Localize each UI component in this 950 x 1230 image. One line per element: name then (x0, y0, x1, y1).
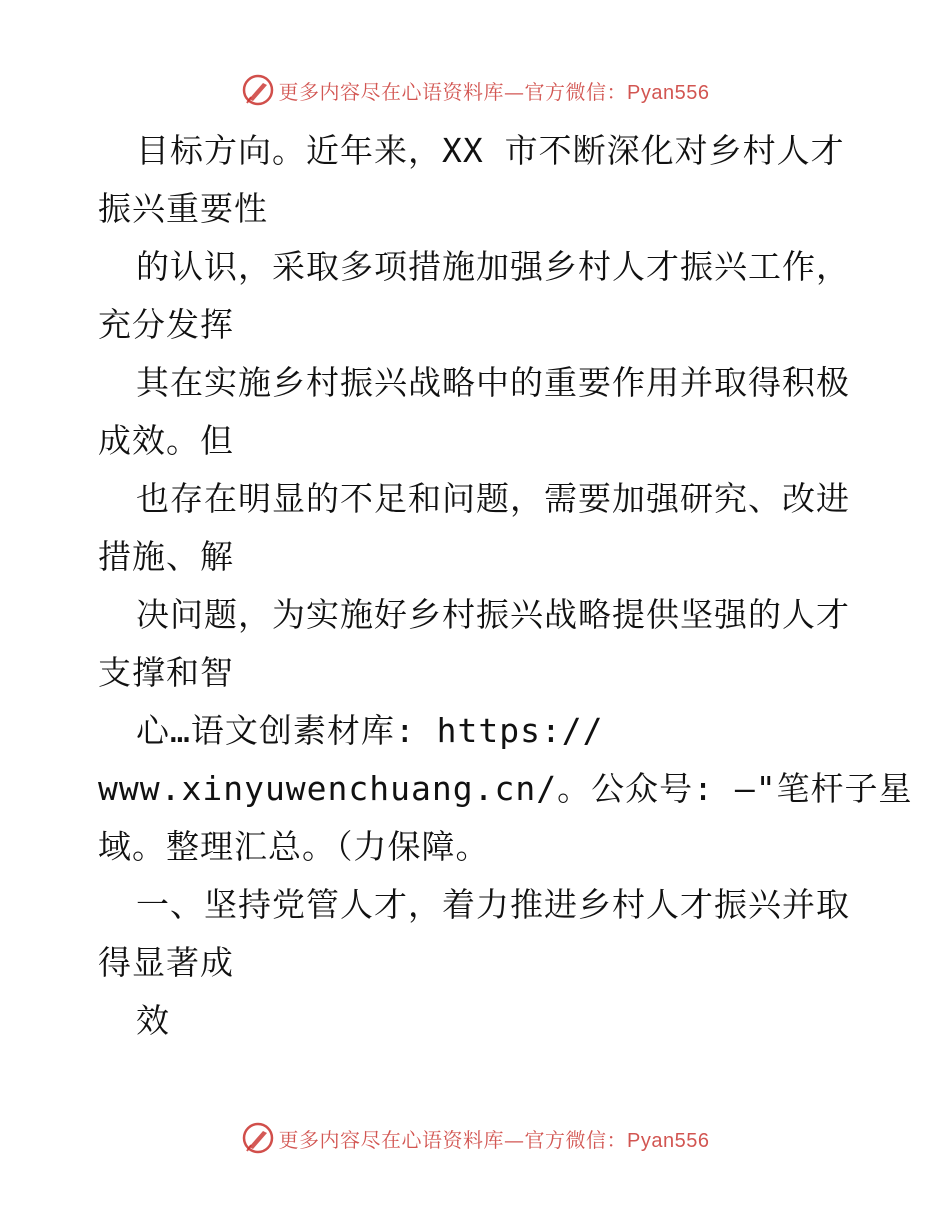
section-heading-line: 效 (136, 1001, 170, 1040)
footer-watermark-banner (0, 1118, 950, 1158)
body-line: 的认识，采取多项措施加强乡村人才振兴工作， (136, 247, 850, 286)
body-line: 也存在明显的不足和问题，需要加强研究、改进 (136, 479, 850, 518)
footer-banner-handle: Pyan556 (627, 1129, 710, 1152)
body-line: www.xinyuwenchuang.cn/。公众号: —"笔杆子星 (98, 769, 913, 808)
header-banner-handle: Pyan556 (627, 81, 710, 104)
document-body (98, 122, 913, 1050)
body-line: 充分发挥 (98, 305, 234, 344)
body-line: 决问题，为实施好乡村振兴战略提供坚强的人才 (136, 595, 850, 634)
body-line: 振兴重要性 (98, 189, 268, 228)
body-line: 措施、解 (98, 537, 234, 576)
footer-banner-text: 更多内容尽在心语资料库—官方微信：Pyan556 (278, 1127, 710, 1152)
body-line: 心…语文创素材库: https:// (136, 711, 604, 750)
quill-pen-emblem-icon (241, 73, 275, 107)
quill-pen-emblem-icon (241, 1121, 275, 1155)
body-line: 成效。但 (98, 421, 234, 460)
body-line: 其在实施乡村振兴战略中的重要作用并取得积极 (136, 363, 850, 402)
section-heading-line: 一、坚持党管人才，着力推进乡村人才振兴并取 (136, 885, 850, 924)
body-line: 域。整理汇总。（力保障。 (98, 827, 490, 866)
body-line: 支撑和智 (98, 653, 234, 692)
section-heading-line: 得显著成 (98, 943, 234, 982)
header-watermark-banner (0, 70, 950, 110)
header-banner-text: 更多内容尽在心语资料库—官方微信：Pyan556 (278, 79, 710, 104)
body-line: 目标方向。近年来，XX 市不断深化对乡村人才 (136, 131, 845, 170)
